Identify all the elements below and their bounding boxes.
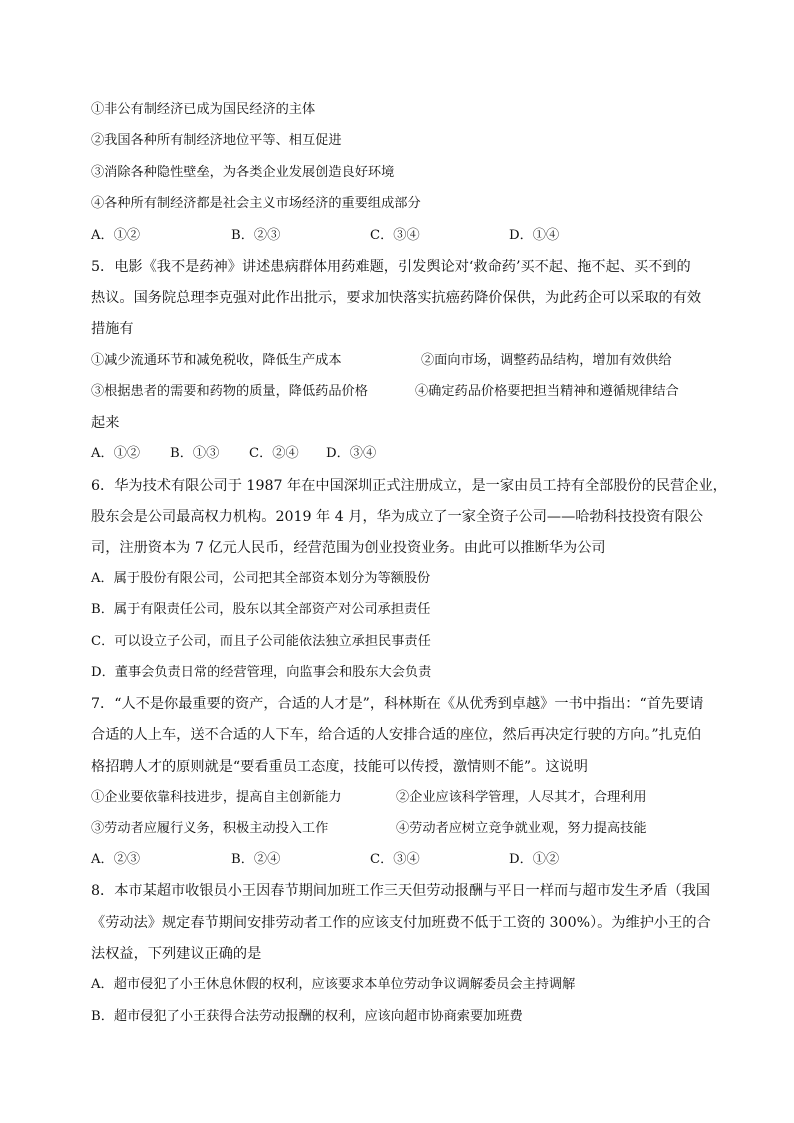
q5-option-c: C．②④ [249, 446, 299, 461]
q5-item-2: ②面向市场，调整药品结构，增加有效供给 [421, 353, 672, 368]
q5-item-3: ③根据患者的需要和药物的质量，降低药品价格 [91, 384, 368, 399]
q5-option-a: A．①② [91, 446, 141, 461]
q6-option-c: C．可以设立子公司，而且子公司能依法独立承担民事责任 [91, 634, 431, 649]
q7-option-c: C．③④ [370, 852, 420, 867]
q4-option-b: B．②③ [231, 228, 281, 243]
q5-stem-line-2: 热议。国务院总理李克强对此作出批示，要求加快落实抗癌药降价保供，为此药企可以采取的有效 [91, 290, 702, 306]
q7-option-a: A．②③ [91, 852, 141, 867]
q7-item-1: ①企业要依靠科技进步，提高自主创新能力 [91, 790, 342, 805]
q6-option-b: B．属于有限责任公司，股东以其全部资产对公司承担责任 [91, 602, 431, 617]
q6-option-a: A．属于股份有限公司，公司把其全部资本划分为等额股份 [91, 571, 431, 586]
q4-option-c: C．③④ [370, 228, 420, 243]
q4-item-1: ①非公有制经济已成为国民经济的主体 [91, 102, 316, 117]
q5-item-4-continued: 起来 [91, 415, 120, 431]
q7-option-d: D．①② [509, 852, 560, 867]
q4-item-4: ④各种所有制经济都是社会主义市场经济的重要组成部分 [91, 196, 421, 211]
q7-stem-line-3: 格招聘人才的原则就是“要看重员工态度，技能可以传授，激情则不能”。这说明 [91, 759, 588, 775]
q6-stem-line-1: 6．华为技术有限公司于 1987 年在中国深圳正式注册成立，是一家由员工持有全部股份的民营企业， [91, 478, 727, 494]
q8-stem-line-3: 法权益，下列建议正确的是 [91, 946, 262, 962]
q5-stem-line-1: 5．电影《我不是药神》讲述患病群体用药难题，引发舆论对‘救命药’买不起、拖不起、买不到的 [91, 259, 691, 275]
q6-stem-line-2: 股东会是公司最高权力机构。2019 年 4 月，华为成立了一家全资子公司——哈勃科技投资有限公 [91, 509, 703, 525]
q7-stem-line-1: 7．“人不是你最重要的资产，合适的人才是”，科林斯在《从优秀到卓越》一书中指出：“首先要请 [91, 696, 704, 712]
q7-item-2: ②企业应该科学管理，人尽其才，合理利用 [396, 790, 647, 805]
q7-item-4: ④劳动者应树立竞争就业观，努力提高技能 [396, 821, 647, 836]
q6-option-d: D．董事会负责日常的经营管理，向监事会和股东大会负责 [91, 665, 432, 680]
q4-option-d: D．①④ [509, 228, 560, 243]
q5-item-4: ④确定药品价格要把担当精神和遵循规律结合 [415, 384, 679, 399]
q6-stem-line-3: 司，注册资本为 7 亿元人民币，经营范围为创业投资业务。由此可以推断华为公司 [91, 540, 606, 556]
q7-item-3: ③劳动者应履行义务，积极主动投入工作 [91, 821, 329, 836]
q4-item-2: ②我国各种所有制经济地位平等、相互促进 [91, 133, 342, 148]
q5-stem-line-3: 措施有 [91, 321, 134, 337]
q8-option-b: B．超市侵犯了小王获得合法劳动报酬的权利，应该向超市协商索要加班费 [91, 1009, 523, 1024]
q7-stem-line-2: 合适的人上车，送不合适的人下车，给合适的人安排合适的座位，然后再决定行驶的方向。”扎克伯 [91, 727, 702, 743]
q4-option-a: A．①② [91, 228, 141, 243]
q8-stem-line-1: 8．本市某超市收银员小王因春节期间加班工作三天但劳动报酬与平日一样而与超市发生矛盾（我国 [91, 883, 711, 899]
q7-option-b: B．②④ [231, 852, 281, 867]
q5-item-1: ①减少流通环节和减免税收，降低生产成本 [91, 353, 342, 368]
q5-option-b: B．①③ [170, 446, 220, 461]
q8-option-a: A．超市侵犯了小王休息休假的权利，应该要求本单位劳动争议调解委员会主持调解 [91, 977, 576, 992]
q4-item-3: ③消除各种隐性壁垒，为各类企业发展创造良好环境 [91, 165, 395, 180]
q8-stem-line-2: 《劳动法》规定春节期间安排劳动者工作的应该支付加班费不低于工资的 300%）。为维护小王的合 [91, 915, 711, 931]
q5-option-d: D．③④ [326, 446, 377, 461]
